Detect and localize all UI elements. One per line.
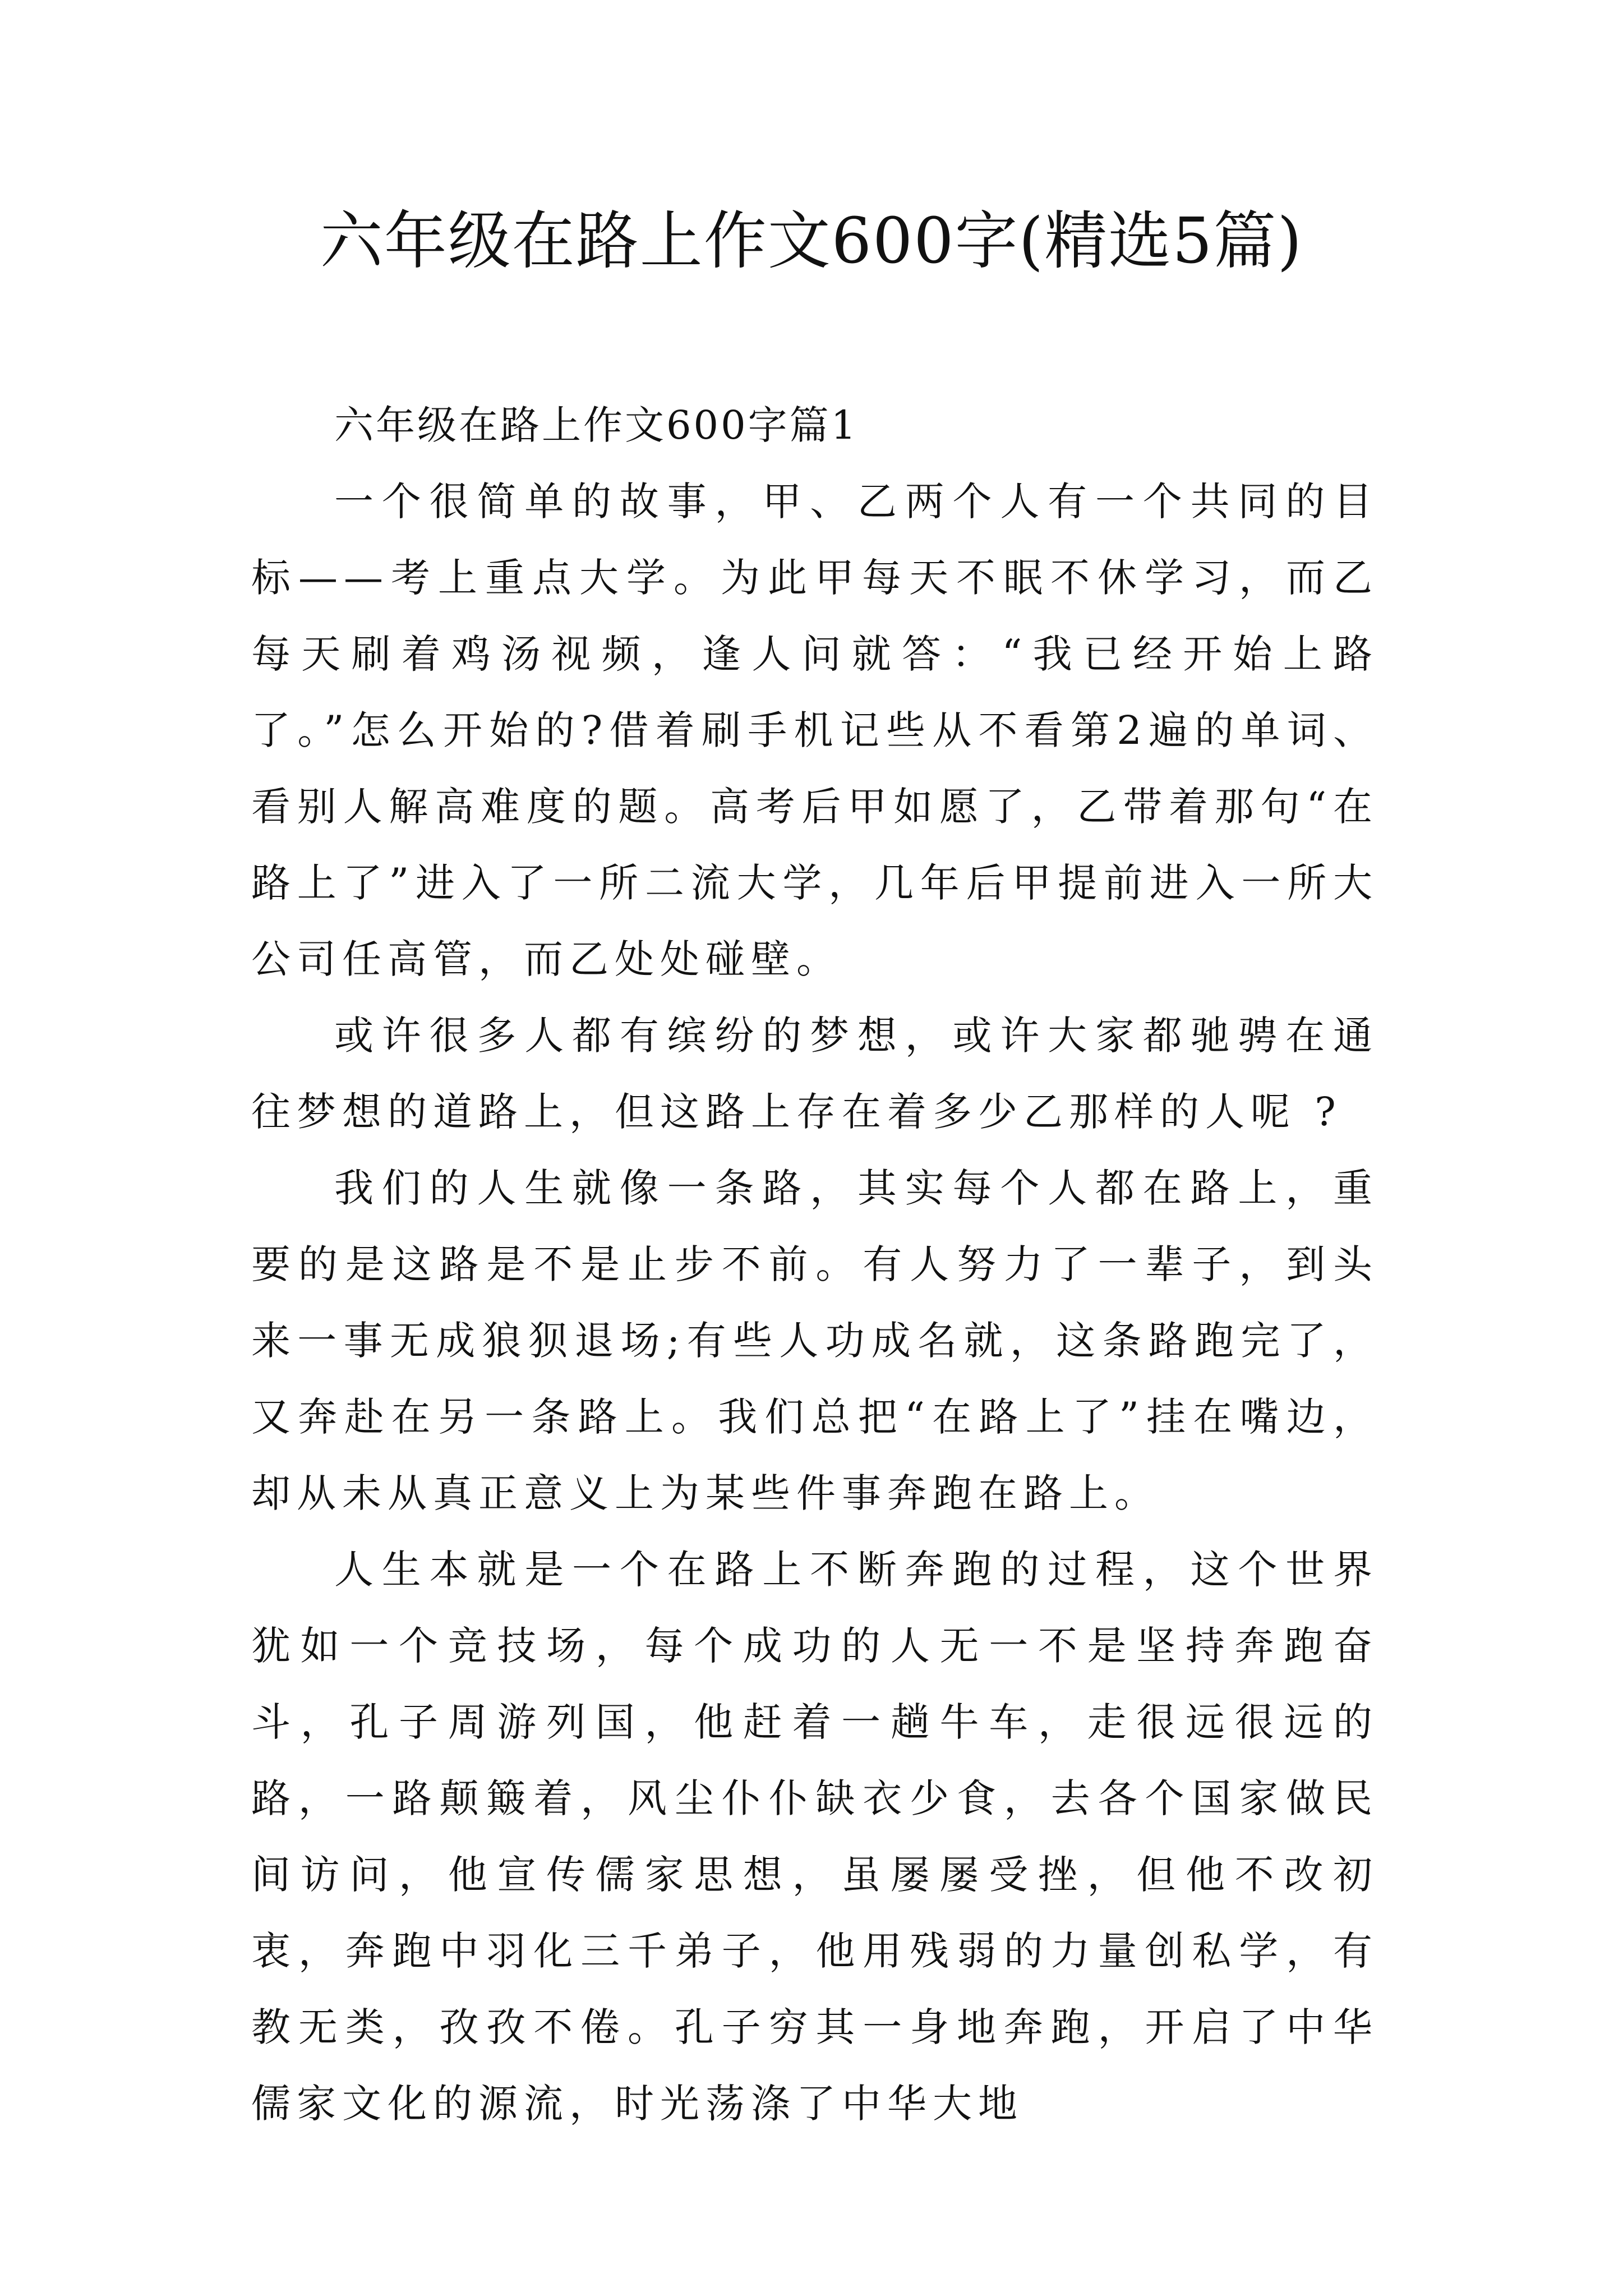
document-body — [251, 387, 1378, 2142]
paragraph-2: 或许很多人都有缤纷的梦想，或许大家都驰骋在通往梦想的道路上，但这路上存在着多少乙那样的人呢 ? — [251, 1013, 1378, 1135]
paragraph-1: 一个很简单的故事，甲、乙两个人有一个共同的目标——考上重点大学。为此甲每天不眠不休学习，而乙每天刷着鸡汤视频，逢人问就答：“我已经开始上路了。”怎么开始的?借着刷手机记些从不看第2遍的单词、看别人解高难度的题。高考后甲如愿了，乙带着那句“在路上了”进入了一所二流大学，几年后甲提前进入一所大公司任高管，而乙处处碰壁。 — [251, 478, 1378, 982]
paragraph-3: 我们的人生就像一条路，其实每个人都在路上，重要的是这路是不是止步不前。有人努力了一辈子，到头来一事无成狼狈退场;有些人功成名就，这条路跑完了，又奔赴在另一条路上。我们总把“在路上了”挂在嘴边，却从未从真正意义上为某些件事奔跑在路上。 — [251, 1165, 1378, 1516]
document-title: 六年级在路上作文600字(精选5篇) — [320, 205, 1303, 278]
section-heading: 六年级在路上作文600字篇1 — [334, 402, 859, 448]
paragraph-4: 人生本就是一个在路上不断奔跑的过程，这个世界犹如一个竞技场，每个成功的人无一不是坚持奔跑奋斗，孔子周游列国，他赶着一趟牛车，走很远很远的路，一路颠簸着，风尘仆仆缺衣少食，去各个国家做民间访问，他宣传儒家思想，虽屡屡受挫，但他不改初衷，奔跑中羽化三千弟子，他用残弱的力量创私学，有教无类，孜孜不倦。孔子穷其一身地奔跑，开启了中华儒家文化的源流，时光荡涤了中华大地 — [251, 1547, 1378, 2127]
